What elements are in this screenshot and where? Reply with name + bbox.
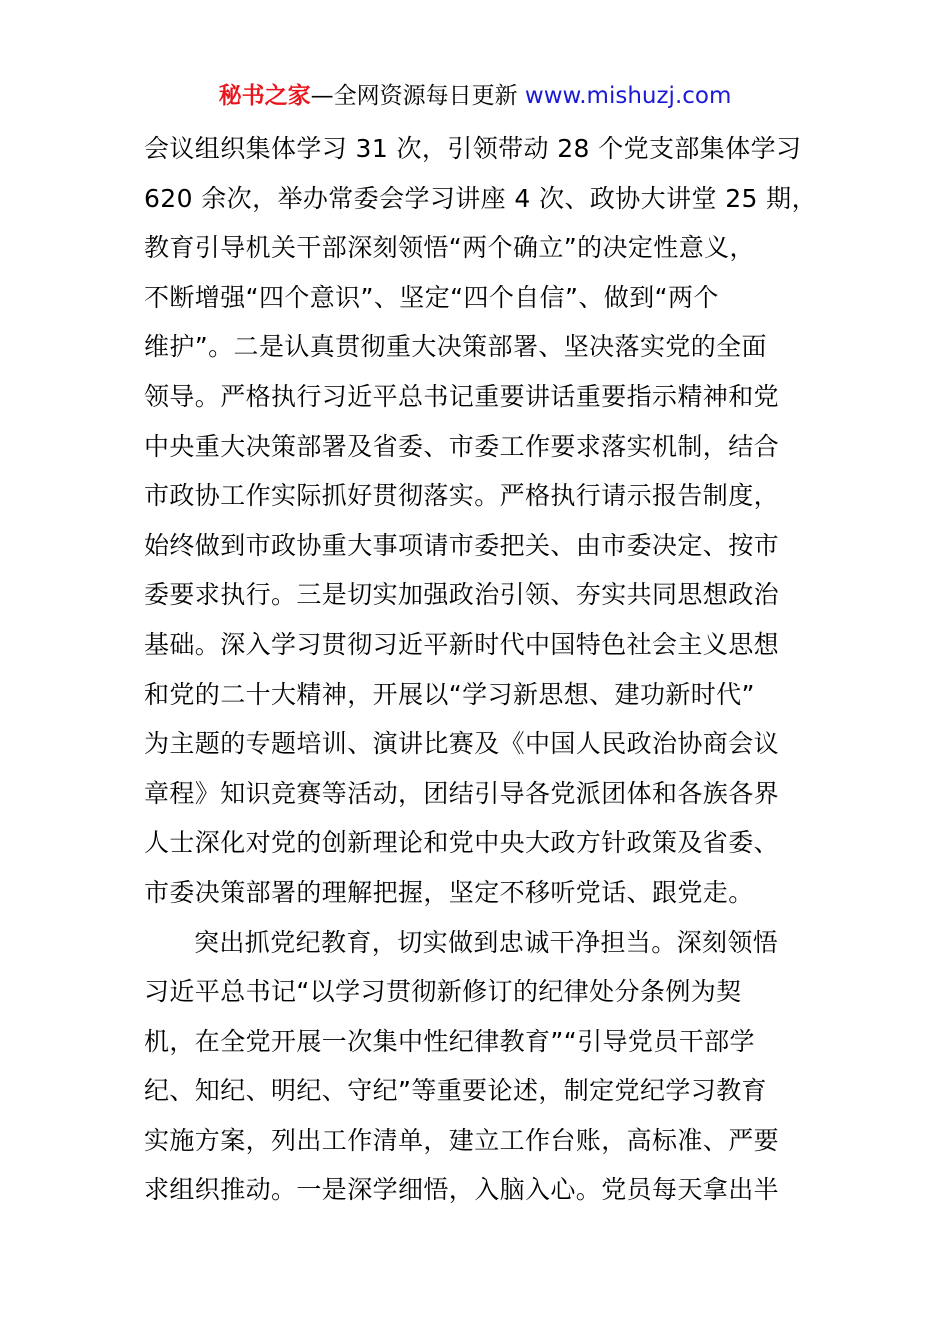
text-line: 领导。严格执行习近平总书记重要讲话重要指示精神和党 <box>144 381 780 411</box>
text-line: 不断增强“四个意识”、坚定“四个自信”、做到“两个 <box>144 282 719 312</box>
text-line: 章程》知识竞赛等活动，团结引导各党派团体和各族各界 <box>144 778 780 808</box>
paragraph-start-line: 突出抓党纪教育，切实做到忠诚干净担当。深刻领悟 <box>194 927 779 957</box>
text-line: 和党的二十大精神，开展以“学习新思想、建功新时代” <box>144 679 755 709</box>
text-line: 教育引导机关干部深刻领悟“两个确立”的决定性意义， <box>144 233 755 263</box>
text-line: 为主题的专题培训、演讲比赛及《中国人民政治协商会议 <box>144 729 780 759</box>
text-line: 求组织推动。一是深学细悟，入脑入心。党员每天拿出半 <box>144 1175 780 1205</box>
text-line: 维护”。二是认真贯彻重大决策部署、坚决落实党的全面 <box>144 332 767 362</box>
text-line: 基础。深入学习贯彻习近平新时代中国特色社会主义思想 <box>144 629 780 659</box>
text-line: 始终做到市政协重大事项请市委把关、由市委决定、按市 <box>144 530 780 560</box>
text-line: 纪、知纪、明纪、守纪”等重要论述，制定党纪学习教育 <box>144 1076 767 1106</box>
text-line: 620 余次，举办常委会学习讲座 4 次、政协大讲堂 25 期， <box>144 183 817 213</box>
document-body <box>144 124 817 1215</box>
text-line: 市政协工作实际抓好贯彻落实。严格执行请示报告制度， <box>144 481 780 511</box>
text-line: 人士深化对党的创新理论和党中央大政方针政策及省委、 <box>144 828 780 858</box>
text-line: 习近平总书记“以学习贯彻新修订的纪律处分条例为契 <box>144 977 742 1007</box>
brand-name: 秘书之家 <box>218 83 311 109</box>
text-line: 会议组织集体学习 31 次，引领带动 28 个党支部集体学习 <box>144 134 802 163</box>
text-line: 市委决策部署的理解把握，坚定不移听党话、跟党走。 <box>144 877 754 907</box>
text-line: 中央重大决策部署及省委、市委工作要求落实机制，结合 <box>144 431 780 461</box>
page-header <box>0 80 950 112</box>
text-line: 委要求执行。三是切实加强政治引领、夯实共同思想政治 <box>144 580 780 610</box>
text-line: 实施方案，列出工作清单，建立工作台账，高标准、严要 <box>144 1125 780 1155</box>
text-line: 机，在全党开展一次集中性纪律教育”“引导党员干部学 <box>144 1026 755 1056</box>
header-tagline: —全网资源每日更新 <box>310 83 525 109</box>
header-site-link[interactable]: www.mishuzj.com <box>524 83 732 109</box>
